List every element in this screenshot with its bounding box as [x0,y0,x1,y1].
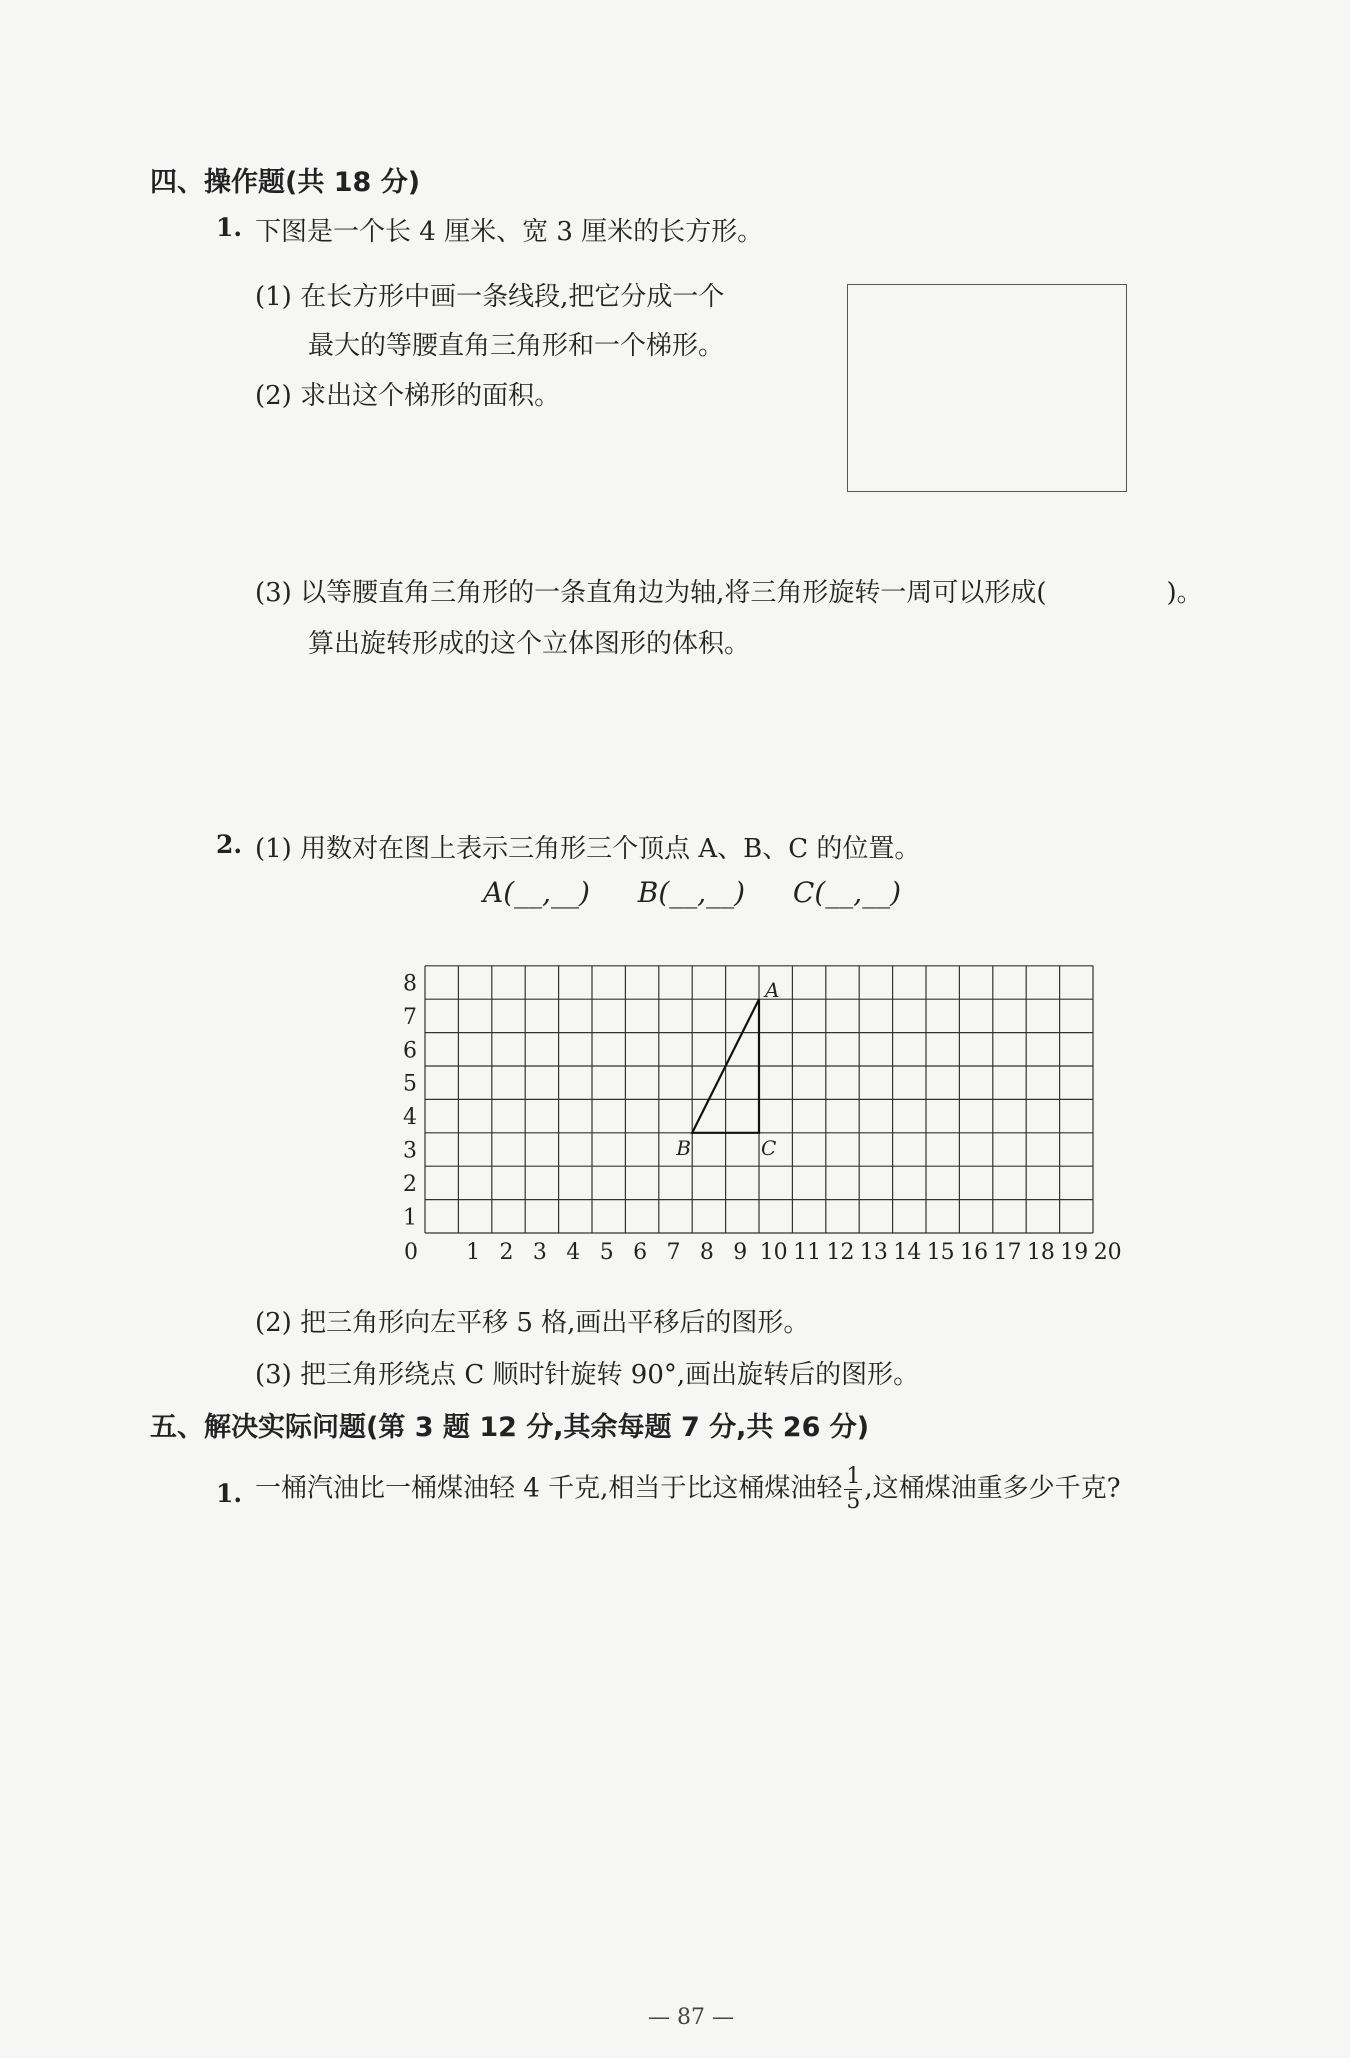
question-2-number: 2. [216,830,243,859]
x-tick-label: 16 [960,1240,989,1265]
coordinate-c[interactable]: C(__,__) [792,876,902,909]
y-tick-label: 6 [403,1038,417,1064]
x-tick-label: 2 [499,1240,514,1265]
x-tick-label: 11 [793,1240,822,1265]
question-2-part-1: (1) 用数对在图上表示三角形三个顶点 A、B、C 的位置。 [255,834,921,864]
question-1-part-1-line-2: 最大的等腰直角三角形和一个梯形。 [308,331,725,361]
question-1-part-2: (2) 求出这个梯形的面积。 [255,381,561,411]
x-tick-label: 5 [599,1240,614,1265]
coordinate-a[interactable]: A(__,__) [483,876,590,909]
point-b-label: B [676,1135,691,1160]
question-1-part-3-line-1 [255,572,1203,609]
x-tick-label: 17 [993,1240,1022,1265]
x-tick-label: 10 [759,1240,788,1265]
x-tick-label: 7 [666,1240,681,1265]
question-1-part-1-line-1: (1) 在长方形中画一条线段,把它分成一个 [255,282,725,312]
x-tick-label: 15 [926,1240,955,1265]
y-tick-label: 2 [403,1171,417,1197]
coordinate-answers [483,876,901,909]
y-tick-label: 4 [403,1105,417,1131]
rectangle-figure [847,284,1127,492]
question-1-part-3-text-a: (3) 以等腰直角三角形的一条直角边为轴,将三角形旋转一周可以形成( [255,578,1047,608]
x-tick-label: 19 [1060,1240,1089,1265]
y-tick-label: 3 [403,1138,417,1164]
x-tick-label: 4 [566,1240,581,1265]
section-5-title: 五、解决实际问题(第 3 题 12 分,其余每题 7 分,共 26 分) [150,1412,870,1443]
section-5-question-1-text [255,1465,1121,1514]
x-tick-label: 0 [404,1240,418,1265]
y-tick-label: 5 [403,1071,417,1097]
question-text-part-b: ,这桶煤油重多少千克? [864,1473,1121,1504]
fraction-numerator: 1 [846,1464,861,1489]
y-tick-label: 7 [403,1004,417,1030]
question-1-part-3-text-b: )。 [1166,578,1203,608]
y-tick-label: 8 [403,971,417,997]
question-2-part-2: (2) 把三角形向左平移 5 格,画出平移后的图形。 [255,1308,810,1338]
coordinate-grid [395,940,1135,1270]
fraction-denominator: 5 [846,1489,861,1514]
y-tick-label: 1 [403,1205,417,1231]
point-a-label: A [765,978,780,1003]
section-5-question-1-number: 1. [216,1479,243,1508]
page-number: — 87 — [648,2005,734,2030]
grid-axis-labels [403,972,1122,1266]
x-tick-label: 12 [826,1240,855,1265]
x-tick-label: 20 [1093,1240,1122,1265]
x-tick-label: 1 [466,1240,481,1265]
x-tick-label: 9 [733,1240,748,1265]
coordinate-b[interactable]: B(__,__) [637,876,746,909]
x-tick-label: 13 [859,1240,888,1265]
section-4-title: 四、操作题(共 18 分) [150,167,421,198]
x-tick-label: 6 [633,1240,648,1265]
x-tick-label: 18 [1026,1240,1055,1265]
x-tick-label: 3 [532,1240,547,1265]
point-c-label: C [761,1135,777,1160]
x-tick-label: 14 [893,1240,922,1265]
fraction-one-fifth [844,1465,862,1514]
question-1-number: 1. [216,213,243,242]
question-1-part-3-line-2: 算出旋转形成的这个立体图形的体积。 [308,629,751,659]
x-tick-label: 8 [699,1240,714,1265]
question-1-text: 下图是一个长 4 厘米、宽 3 厘米的长方形。 [255,217,764,247]
question-2-part-3: (3) 把三角形绕点 C 顺时针旋转 90°,画出旋转后的图形。 [255,1360,920,1390]
question-text-part-a: 一桶汽油比一桶煤油轻 4 千克,相当于比这桶煤油轻 [255,1473,843,1504]
